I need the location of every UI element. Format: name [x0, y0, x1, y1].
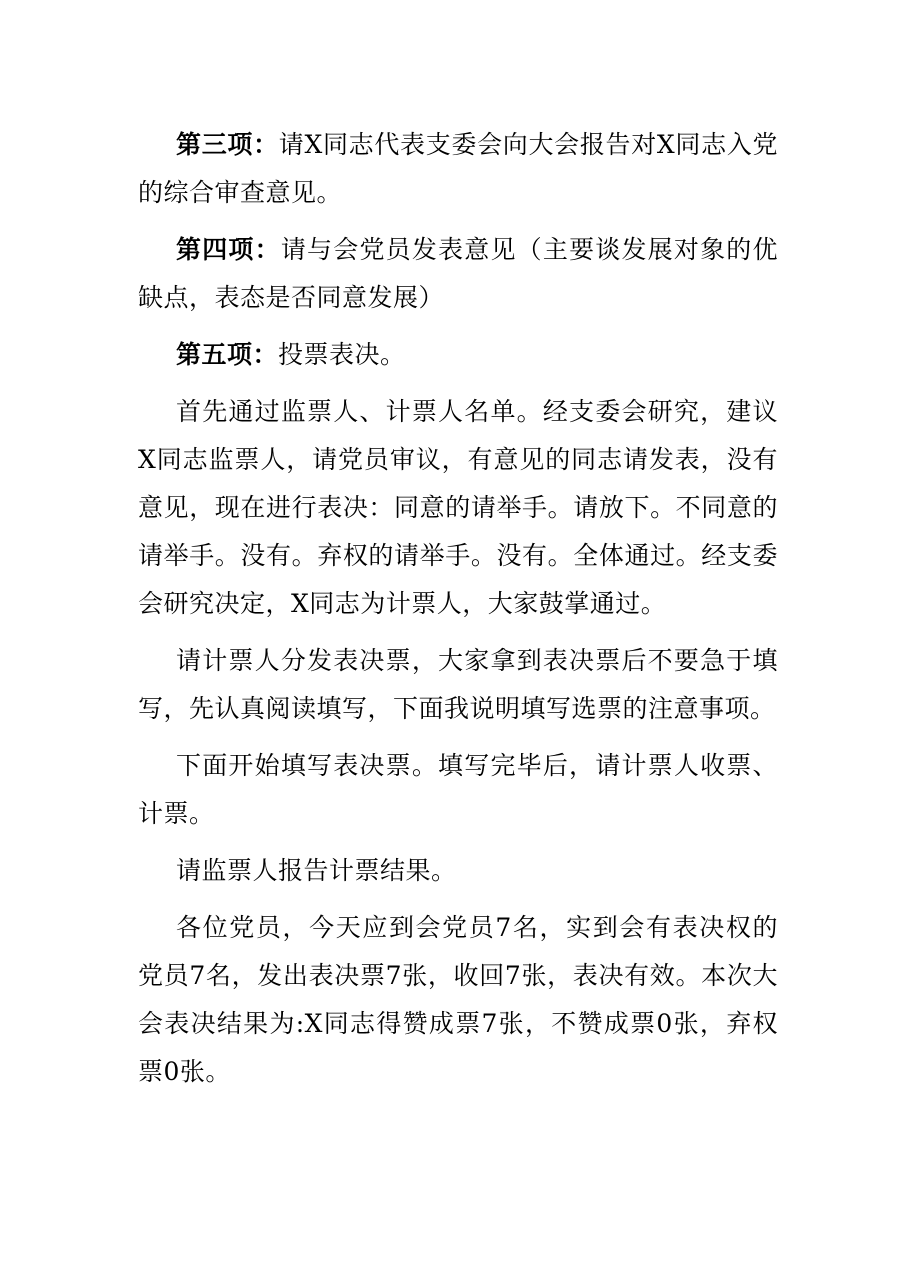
- paragraph-text: 投票表决。: [278, 340, 406, 369]
- paragraph-teller-selection: [138, 388, 778, 628]
- item-label: 第四项：: [176, 235, 281, 264]
- paragraph-text: 请监票人报告计票结果。: [176, 856, 457, 885]
- paragraph-ballot-distribution: [138, 637, 778, 733]
- paragraph-ballot-filling: [138, 742, 778, 838]
- paragraph-text: 请计票人分发表决票，大家拿到表决票后不要急于填写，先认真阅读填写，下面我说明填写选票的注意事项。: [138, 646, 778, 723]
- paragraph-text: 请X同志代表支委会向大会报告对X同志入党的综合审查意见。: [138, 130, 778, 207]
- item-label: 第五项：: [176, 340, 279, 369]
- paragraph-report-request: [138, 847, 778, 895]
- paragraph-text: 首先通过监票人、计票人名单。经支委会研究，建议X同志监票人，请党员审议，有意见的同志请发表，没有意见，现在进行表决：同意的请举手。请放下。不同意的请举手。没有。弃权的请举手。没有。全体通过。经支委会研究决定，X同志为计票人，大家鼓掌通过。: [138, 397, 778, 618]
- paragraph-text: 请与会党员发表意见（主要谈发展对象的优缺点，表态是否同意发展）: [138, 235, 778, 312]
- paragraph-text: 下面开始填写表决票。填写完毕后，请计票人收票、计票。: [138, 751, 778, 828]
- paragraph-text: 各位党员，今天应到会党员7名，实到会有表决权的党员7名，发出表决票7张，收回7张，表决有效。本次大会表决结果为:X同志得赞成票7张，不赞成票0张，弃权票0张。: [138, 913, 778, 1086]
- paragraph-item-4: [138, 226, 778, 322]
- paragraph-item-5: [138, 331, 778, 379]
- paragraph-item-3: [138, 121, 778, 217]
- document-body: [138, 121, 778, 1105]
- item-label: 第三项：: [176, 130, 279, 159]
- paragraph-vote-results: [138, 904, 778, 1096]
